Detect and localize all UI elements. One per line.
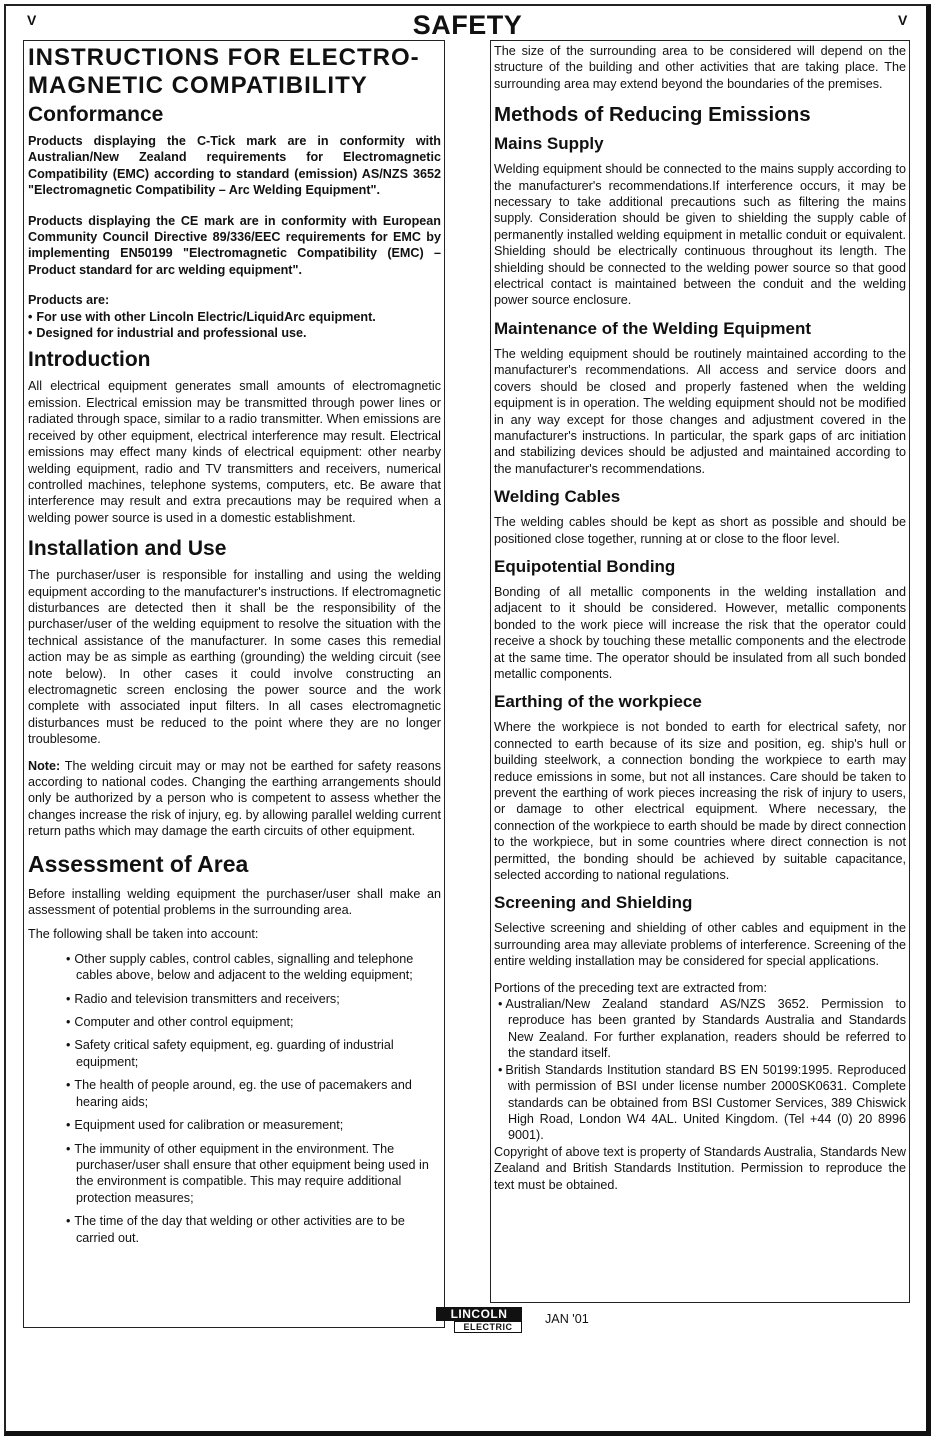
introduction-paragraph: All electrical equipment generates small amounts of electromagnetic emission. Electrical emission may be transmitted through power lines or radiated through space, similar to a radio transmitter. When emissions are received by other equipment, electrical interference may result. Electrical emissions may effect many kinds of electrical equipment: other nearby welding equipment, radio and TV transmitters and receivers, numerical controlled machines, telephone systems, computers, etc. Be aware that interference may result and extra precautions may be required when a welding power source is used in a domestic establishment. <box>28 379 441 525</box>
installation-paragraph: The purchaser/user is responsible for installing and using the welding equipment according to the manufacturer's instructions. If electromagnetic disturbances are detected then it shall be the responsibility of the purchaser/user of the welding equipment to resolve the situation with the technical assistance of the manufacturer. In some cases this remedial action may be as simple as earthing (grounding) the welding circuit (see note below). In other cases it could involve constructing an electromagnetic screen enclosing the power source and the work complete with associated input filters. In all cases electromagnetic disturbances must be reduced to the point where they are no longer troublesome. <box>28 568 441 747</box>
installation-heading: Installation and Use <box>28 537 227 561</box>
assessment-list <box>28 951 441 1246</box>
assessment-heading: Assessment of Area <box>28 850 249 877</box>
logo-bottom-text: ELECTRIC <box>454 1321 522 1333</box>
mains-supply-heading: Mains Supply <box>494 134 604 154</box>
products-label: Products are: <box>28 293 110 308</box>
equipotential-bonding-paragraph: Bonding of all metallic components in the welding installation and adjacent to it should be considered. However, metallic components bonded to the work piece will increase the risk that the operator could receive a shock by touching these metallic components and the electrode at the same time. The operator should be insulated from all such bonded metallic components. <box>494 584 906 681</box>
methods-heading: Methods of Reducing Emissions <box>494 103 811 127</box>
list-item: • The health of people around, eg. the use of pacemakers and hearing aids; <box>66 1077 441 1110</box>
list-item: • Computer and other control equipment; <box>66 1014 441 1030</box>
products-list <box>28 309 441 342</box>
maintenance-paragraph: The welding equipment should be routinely maintained according to the manufacturer's recommendations. All access and service doors and covers should be closed and properly fastened when the welding equipment is in operation. The welding equipment should not be modified in any way except for those changes and adjustment covered in the manufacturer's instructions. In particular, the spark gaps of arc initiation and stabilizing devices should be adjusted and maintained according to the manufacturer's recommendations. <box>494 346 906 476</box>
logo-top-text: LINCOLN <box>436 1307 522 1321</box>
emc-main-title: INSTRUCTIONS FOR ELECTRO-MAGNETIC COMPATIBILITY <box>28 44 420 99</box>
list-item: • Designed for industrial and professional use. <box>28 325 441 341</box>
sources-list <box>494 996 906 1144</box>
list-item: • Radio and television transmitters and receivers; <box>66 991 441 1007</box>
sources-intro: Portions of the preceding text are extracted from: <box>494 980 768 995</box>
maintenance-heading: Maintenance of the Welding Equipment <box>494 318 812 338</box>
list-item: • Safety critical safety equipment, eg. guarding of industrial equipment; <box>66 1037 441 1070</box>
mains-supply-paragraph: Welding equipment should be connected to the mains supply according to the manufacturer's recommendations.If interference occurs, it may be necessary to take additional precautions such as filtering the mains supply. Consideration should be given to shielding the supply cable of permanently installed welding equipment in metallic conduit or equivalent. Shielding should be electrically continuous throughout its length. The shielding should be connected to the welding power source so that good electrical contact is maintained between the conduit and the welding power source enclosure. <box>494 162 906 308</box>
lincoln-electric-logo <box>436 1307 522 1334</box>
list-item: • Australian/New Zealand standard AS/NZS 3652. Permission to reproduce has been granted by Standards Australia and Standards New Zealand. For further explanation, readers should be referred to the standard itself. <box>498 996 906 1062</box>
revision-date: JAN '01 <box>545 1312 589 1326</box>
assessment-account-label: The following shall be taken into account: <box>28 927 259 942</box>
page-title: SAFETY <box>412 10 523 40</box>
welding-cables-heading: Welding Cables <box>494 487 621 507</box>
conformance-ctick-paragraph: Products displaying the C-Tick mark are in conformity with Australian/New Zealand requirements for Electromagnetic Compatibility (EMC) according to standard (emission) AS/NZS 3652 "Electromagnetic Compatibility – Arc Welding Equipment". <box>28 134 441 198</box>
list-item: • British Standards Institution standard BS EN 50199:1995. Reproduced with permission of BSI under license number 2000SK0631. Complete standards can be obtained from BSI Customer Services, 389 Chiswick High Road, London W4 4AL. United Kingdom. (Tel +44 (0) 20 8996 9001). <box>498 1062 906 1144</box>
screening-paragraph: Selective screening and shielding of other cables and equipment in the surrounding area may alleviate problems of interference. Screening of the entire welding installation may be considered for special applications. <box>494 921 906 969</box>
earthing-paragraph: Where the workpiece is not bonded to earth for electrical safety, nor connected to earth because of its size and position, eg. ship's hull or building steelwork, a connection bonding the workpiece to earth may reduce emissions in some, but not all instances. Care should be taken to prevent the earthing of work pieces increasing the risk of injury to users, or damage to other electrical equipment. Where necessary, the connection of the workpiece to earth should be made by direct connection to the workpiece, but in some countries where direct connection is not permitted, the bonding should be achieved by suitable capacitance, selected according to national regulations. <box>494 720 906 883</box>
conformance-ce-paragraph: Products displaying the CE mark are in conformity with European Community Council Directive 89/336/EEC requirements for EMC by implementing EN50199 "Electromagnetic Compatibility (EMC) – Product standard for arc welding equipment". <box>28 213 441 277</box>
note-text: The welding circuit may or may not be earthed for safety reasons according to national codes. Changing the earthing arrangements should only be authorized by a person who is competent to assess whether the changes increase the risk of injury, eg. by allowing parallel welding current return paths which may damage the earth circuits of other equipment. <box>28 758 441 839</box>
list-item: • Other supply cables, control cables, signalling and telephone cables above, below and adjacent to the welding equipment; <box>66 951 441 984</box>
area-paragraph: The size of the surrounding area to be considered will depend on the structure of the building and other activities that are taking place. The surrounding area may extend beyond the boundaries of the premises. <box>494 44 906 91</box>
welding-cables-paragraph: The welding cables should be kept as short as possible and should be positioned close together, running at or close to the floor level. <box>494 515 906 546</box>
list-item: • Equipment used for calibration or measurement; <box>66 1117 441 1133</box>
list-item: • For use with other Lincoln Electric/LiquidArc equipment. <box>28 309 441 325</box>
installation-note <box>28 758 441 840</box>
note-label: Note: <box>28 758 61 773</box>
introduction-heading: Introduction <box>28 348 151 372</box>
conformance-heading: Conformance <box>28 103 164 126</box>
right-column <box>490 40 910 1303</box>
left-column <box>23 40 445 1328</box>
copyright-paragraph: Copyright of above text is property of Standards Australia, Standards New Zealand and British Standards Institution. Permission to reproduce the text must be obtained. <box>494 1144 906 1192</box>
earthing-heading: Earthing of the workpiece <box>494 692 702 712</box>
corner-marker-right: V <box>898 12 908 28</box>
equipotential-bonding-heading: Equipotential Bonding <box>494 556 676 576</box>
screening-heading: Screening and Shielding <box>494 893 693 913</box>
list-item: • The time of the day that welding or other activities are to be carried out. <box>66 1213 441 1246</box>
assessment-paragraph: Before installing welding equipment the purchaser/user shall make an assessment of potential problems in the surrounding area. <box>28 886 441 918</box>
list-item: • The immunity of other equipment in the environment. The purchaser/user shall ensure that other equipment being used in the environment is compatible. This may require additional protection measures; <box>66 1141 441 1207</box>
corner-marker-left: V <box>27 12 37 28</box>
